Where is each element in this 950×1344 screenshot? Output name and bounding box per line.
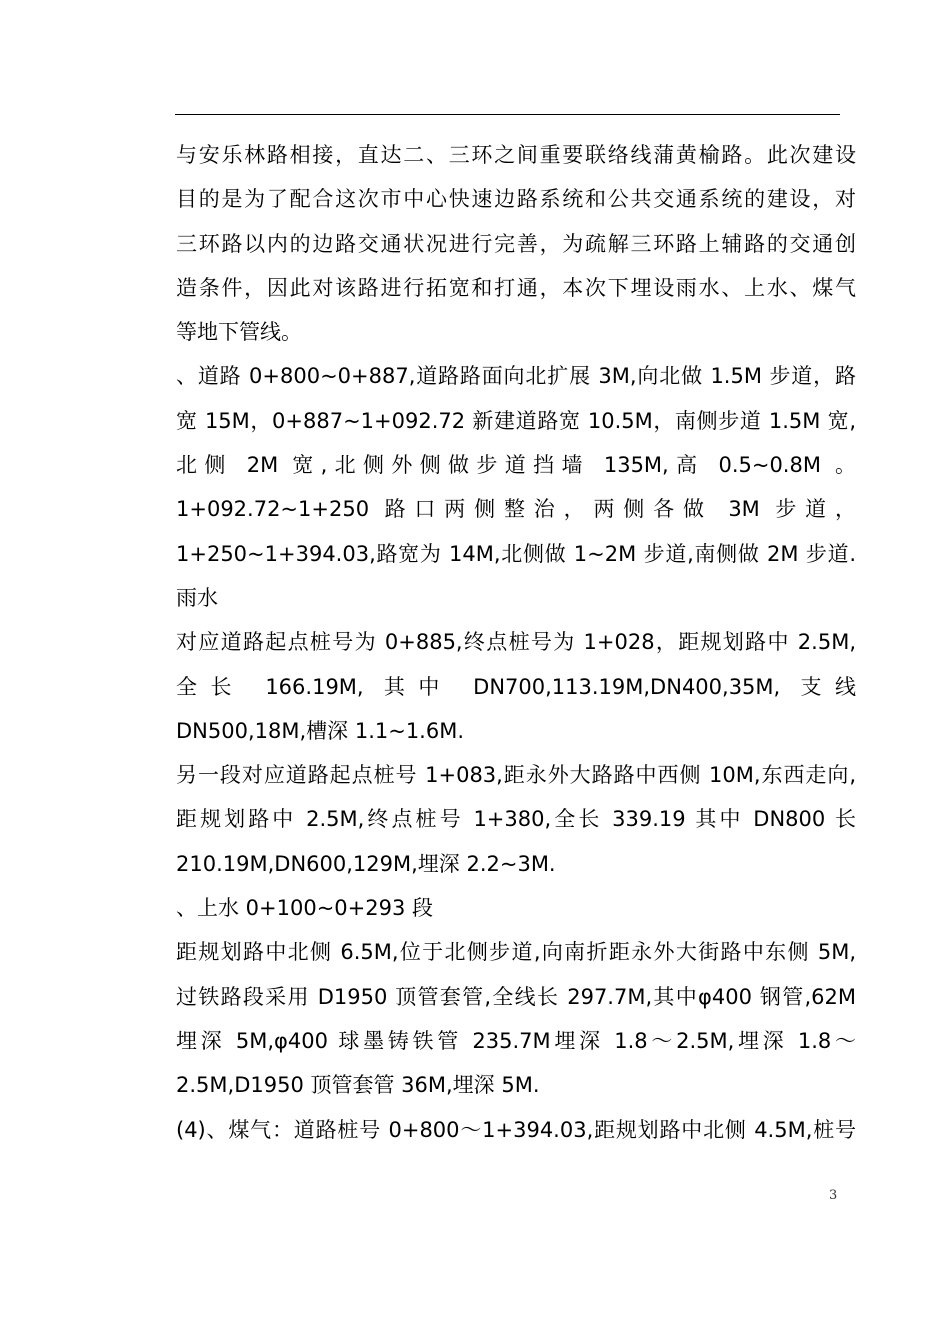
text-line: 雨水	[176, 585, 218, 610]
page-number: 3	[829, 1188, 838, 1203]
text-line: 北侧 2M 宽,北侧外侧做步道挡墙 135M,高 0.5~0.8M 。	[176, 453, 856, 478]
text-line: 与安乐林路相接，直达二、三环之间重要联络线蒲黄榆路。此次建设	[176, 143, 856, 167]
text-line: 距规划路中北侧 6.5M,位于北侧步道,向南折距永外大街路中东侧 5M,	[176, 940, 856, 965]
text-line: 、上水 0+100~0+293 段	[176, 896, 434, 921]
text-line: 全长 166.19M, 其中 DN700,113.19M,DN400,35M, 支线	[176, 674, 856, 699]
text-line: (4)、煤气：道路桩号 0+800～1+394.03,距规划路中北侧 4.5M,桩号	[176, 1117, 856, 1142]
text-line: 三环路以内的边路交通状况进行完善，为疏解三环路上辅路的交通创	[176, 231, 856, 256]
text-line: 距规划路中 2.5M,终点桩号 1+380,全长 339.19 其中 DN800 长	[176, 807, 856, 832]
text-line: 埋深 5M,φ400 球墨铸铁管 235.7M埋深 1.8～2.5M,埋深 1.8～	[176, 1028, 856, 1053]
text-line: 2.5M,D1950 顶管套管 36M,埋深 5M.	[176, 1073, 540, 1098]
text-line: 210.19M,DN600,129M,埋深 2.2~3M.	[176, 851, 556, 876]
text-line: 等地下管线。	[176, 320, 302, 345]
text-line: 另一段对应道路起点桩号 1+083,距永外大路路中西侧 10M,东西走向,	[176, 763, 856, 788]
body-text	[176, 133, 856, 1152]
text-line: 1+092.72~1+250 路口两侧整治，两侧各做 3M 步道，	[176, 497, 856, 522]
text-line: 过铁路段采用 D1950 顶管套管,全线长 297.7M,其中φ400 钢管,62M	[176, 984, 856, 1009]
text-line: DN500,18M,槽深 1.1~1.6M.	[176, 718, 465, 743]
text-line: 宽 15M，0+887~1+092.72 新建道路宽 10.5M，南侧步道 1.5M 宽,	[176, 408, 856, 433]
text-line: 、道路 0+800~0+887,道路路面向北扩展 3M,向北做 1.5M 步道，路	[176, 364, 856, 389]
text-line: 1+250~1+394.03,路宽为 14M,北侧做 1~2M 步道,南侧做 2M 步道.	[176, 541, 856, 566]
text-line: 对应道路起点桩号为 0+885,终点桩号为 1+028，距规划路中 2.5M,	[176, 630, 856, 655]
header-rule	[175, 114, 840, 115]
text-line: 目的是为了配合这次市中心快速边路系统和公共交通系统的建设，对	[176, 187, 856, 212]
text-line: 造条件，因此对该路进行拓宽和打通，本次下埋设雨水、上水、煤气	[176, 275, 856, 300]
